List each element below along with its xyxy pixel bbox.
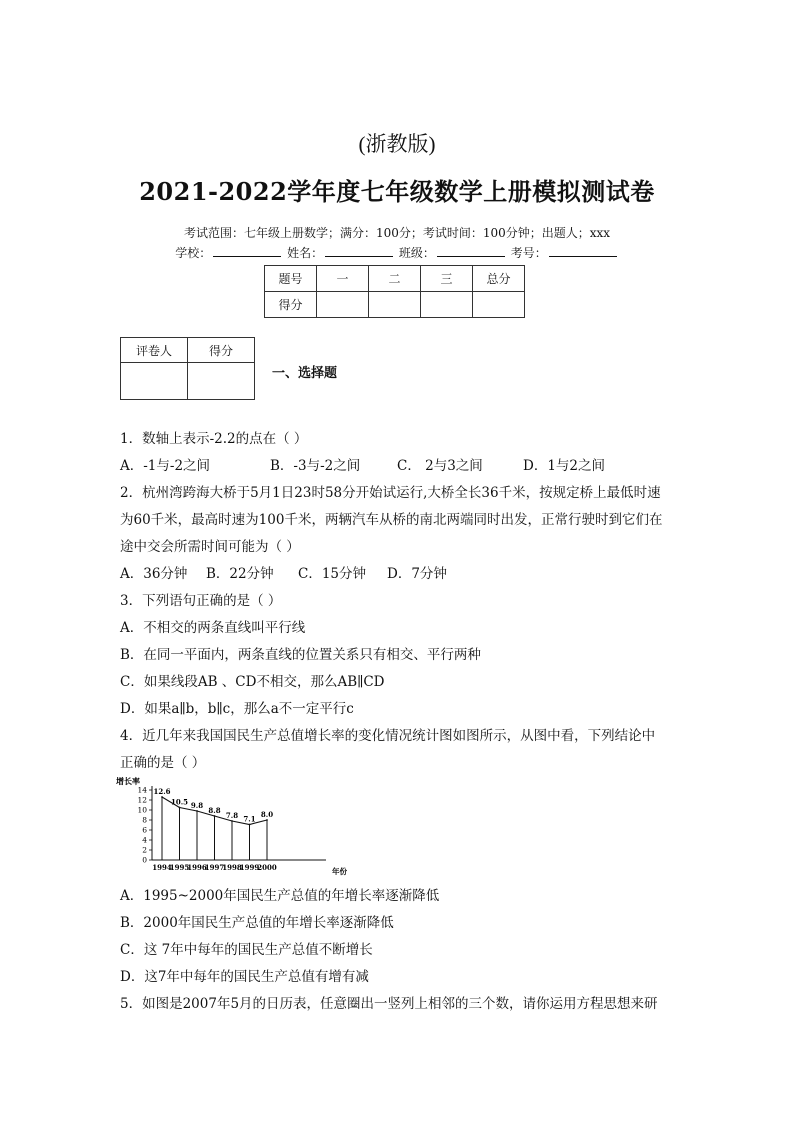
q2-option-b[interactable]: B．22分钟	[206, 566, 274, 582]
score-cell	[421, 292, 473, 318]
student-info-line	[0, 244, 794, 261]
chart-data-label: 8.8	[208, 806, 221, 815]
score-header-cell: 二	[369, 266, 421, 292]
chart-data-point	[266, 819, 268, 821]
chart-data-point	[214, 815, 216, 817]
name-label: 姓名：	[287, 246, 324, 260]
chart-data-label: 12.6	[153, 787, 171, 796]
question-5-line-1: 5．如图是2007年5月的日历表，任意圈出一竖列上相邻的三个数，请你运用方程思想来研	[120, 996, 658, 1012]
score-header-cell: 一	[317, 266, 369, 292]
chart-x-tick-label: 1996	[187, 863, 207, 872]
score-header-cell: 总分	[473, 266, 525, 292]
chart-data-label: 10.5	[170, 797, 189, 807]
section-title: 一、选择题	[272, 366, 338, 381]
chart-y-tick-label: 8	[142, 815, 147, 825]
chart-y-tick-label: 4	[142, 835, 147, 845]
edition-subtitle: (浙教版)	[358, 132, 436, 156]
chart-y-tick-label: 10	[137, 805, 147, 815]
grader-cell	[121, 363, 188, 400]
growth-rate-chart	[112, 772, 362, 880]
grader-header-cell: 评卷人	[121, 338, 188, 363]
score-cell	[369, 292, 421, 318]
q1-option-a[interactable]: A．-1与-2之间	[120, 458, 211, 474]
chart-x-tick-label: 1994	[152, 863, 172, 872]
chart-x-axis-label: 年份	[332, 867, 347, 876]
exam-info-line: 考试范围：七年级上册数学；满分：100分；考试时间：100分钟；出题人；xxx	[183, 226, 611, 240]
q4-option-c[interactable]: C．这 7年中每年的国民生产总值不断增长	[120, 942, 373, 958]
chart-x-tick-label: 2000	[257, 863, 277, 872]
q3-option-b[interactable]: B．在同一平面内，两条直线的位置关系只有相交、平行两种	[120, 647, 481, 663]
chart-data-label: 9.8	[190, 801, 204, 810]
chart-y-axis-label: 增长率	[116, 776, 140, 786]
class-blank[interactable]	[437, 244, 505, 257]
q3-option-c[interactable]: C．如果线段AB 、CD不相交，那么AB∥CD	[120, 674, 385, 690]
exam-no-blank[interactable]	[549, 244, 617, 257]
chart-data-point	[196, 810, 198, 812]
name-blank[interactable]	[325, 244, 393, 257]
question-4-line-1: 4．近几年来我国国民生产总值增长率的变化情况统计图如图所示，从图中看，下列结论中	[120, 728, 656, 744]
chart-x-tick-label: 1995	[169, 863, 190, 872]
score-header-cell: 三	[421, 266, 473, 292]
score-table	[264, 265, 525, 318]
chart-data-points	[153, 787, 273, 825]
q4-option-b[interactable]: B．2000年国民生产总值的年增长率逐渐降低	[120, 915, 394, 931]
chart-x-tick-label: 1999	[239, 863, 260, 872]
q2-option-c[interactable]: C．15分钟	[298, 566, 367, 582]
chart-y-tick-label: 2	[142, 845, 147, 855]
question-3: 3．下列语句正确的是（ ）	[120, 593, 282, 609]
q1-option-b[interactable]: B．-3与-2之间	[270, 458, 361, 474]
question-4-line-2: 正确的是（ ）	[120, 755, 206, 771]
chart-x-tick-label: 1997	[204, 863, 225, 872]
chart-y-tick-label: 12	[137, 795, 147, 805]
question-2-options	[120, 562, 447, 582]
grader-table-header	[121, 338, 255, 363]
q3-option-a[interactable]: A．不相交的两条直线叫平行线	[120, 620, 306, 636]
grader-cell	[188, 363, 255, 400]
grader-header-cell: 得分	[188, 338, 255, 363]
class-label: 班级：	[398, 246, 435, 260]
exam-no-label: 考号：	[510, 246, 547, 260]
score-cell	[317, 292, 369, 318]
question-2-line-1: 2．杭州湾跨海大桥于5月1日23时58分开始试运行,大桥全长36千米，按规定桥上最低时速	[120, 485, 661, 501]
score-table-row	[265, 292, 525, 318]
chart-data-point	[249, 824, 251, 826]
score-table-header	[265, 266, 525, 292]
q1-option-c[interactable]: C． 2与3之间	[397, 458, 483, 474]
chart-data-label: 8.0	[260, 810, 274, 819]
chart-y-tick-label: 0	[142, 855, 147, 865]
q3-option-d[interactable]: D．如果a∥b，b∥c，那么a不一定平行c	[120, 701, 354, 717]
question-2-line-2: 为60千米，最高时速为100千米，两辆汽车从桥的南北两端同时出发，正常行驶时到它们在	[120, 512, 663, 528]
grader-table	[120, 337, 255, 400]
chart-data-label: 7.1	[243, 814, 256, 824]
question-1-options	[120, 454, 605, 474]
chart-x-ticks	[152, 863, 277, 872]
chart-y-ticks	[137, 786, 152, 865]
q1-option-d[interactable]: D．1与2之间	[523, 458, 606, 474]
school-label: 学校：	[175, 246, 212, 260]
grader-table-row	[121, 363, 255, 400]
q4-option-d[interactable]: D．这7年中每年的国民生产总值有增有减	[120, 969, 369, 985]
chart-data-point	[179, 807, 181, 809]
exam-title: 2021-2022学年度七年级数学上册模拟测试卷	[139, 177, 655, 206]
score-cell	[473, 292, 525, 318]
chart-data-point	[161, 796, 163, 798]
question-1: 1．数轴上表示-2.2的点在（ ）	[120, 431, 308, 447]
q2-option-a[interactable]: A．36分钟	[120, 566, 188, 582]
score-header-cell: 题号	[265, 266, 317, 292]
school-blank[interactable]	[213, 244, 281, 257]
chart-y-tick-label: 6	[142, 825, 147, 835]
q2-option-d[interactable]: D．7分钟	[387, 566, 447, 582]
q4-option-a[interactable]: A．1995~2000年国民生产总值的年增长率逐渐降低	[120, 888, 440, 904]
chart-y-tick-label: 14	[137, 785, 147, 795]
chart-data-label: 7.8	[225, 811, 239, 820]
chart-x-tick-label: 1998	[222, 863, 242, 872]
score-row-label: 得分	[265, 292, 317, 318]
chart-data-point	[231, 820, 233, 822]
question-2-line-3: 途中交会所需时间可能为（ ）	[120, 539, 300, 555]
